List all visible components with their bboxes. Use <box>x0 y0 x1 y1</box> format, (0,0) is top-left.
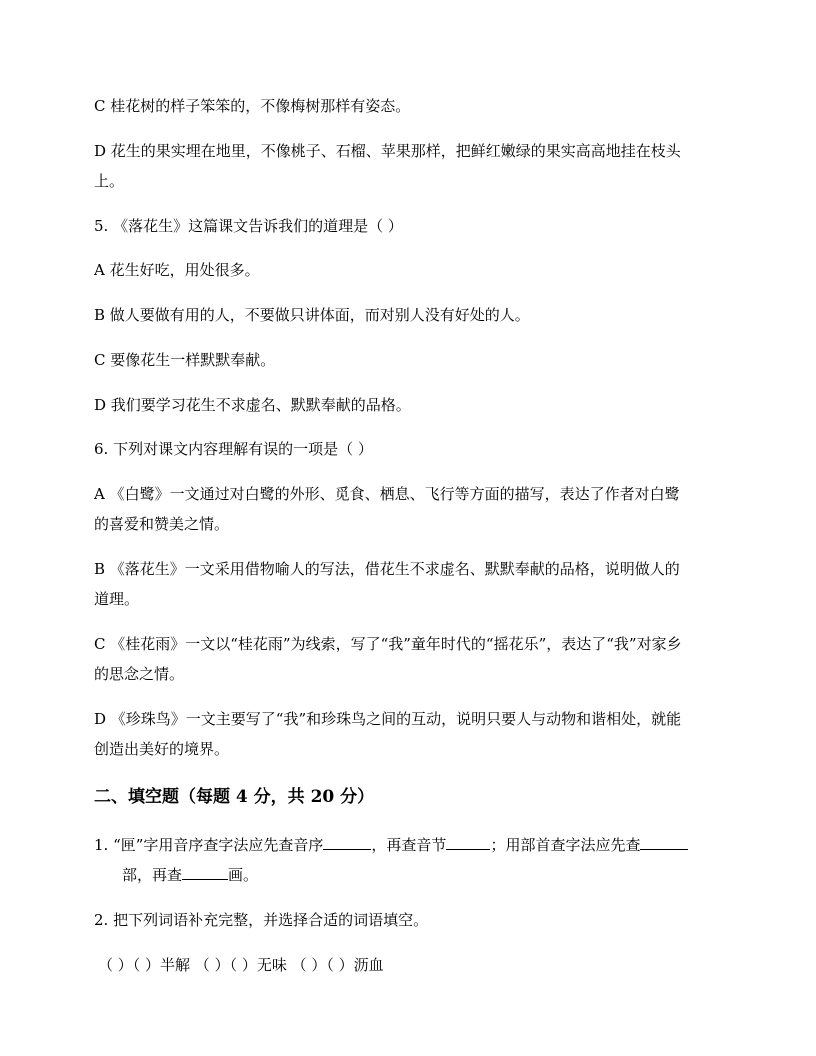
question6-option-a-line1: A 《白鹭》一文通过对白鹭的外形、觅食、栖息、飞行等方面的描写，表达了作者对白鹭 <box>94 485 680 503</box>
fill-question1-line2 <box>122 865 752 885</box>
question6-option-c-line2: 的思念之情。 <box>94 665 185 683</box>
question6-option-d-line2: 创造出美好的境界。 <box>94 740 230 758</box>
question6-option-c-line1: C 《桂花雨》一文以“桂花雨”为线索，写了“我”童年时代的“摇花乐”，表达了“我”对家乡 <box>94 635 682 653</box>
answer-blank-strokes <box>182 865 228 880</box>
question6-option-a-line2: 的喜爱和赞美之情。 <box>94 515 230 533</box>
question4-option-c: C 桂花树的样子笨笨的，不像梅树那样有姿态。 <box>94 97 411 115</box>
fill-question2-idioms: （ ）（ ）半解 （ ）（ ）无味 （ ）（ ）沥血 <box>98 956 384 974</box>
question4-option-d-line1: D 花生的果实埋在地里，不像桃子、石榴、苹果那样，把鲜红嫩绿的果实高高地挂在枝头 <box>94 142 681 160</box>
question5-option-d: D 我们要学习花生不求虚名、默默奉献的品格。 <box>94 396 411 414</box>
answer-blank-initial <box>323 835 371 850</box>
question5-prompt: 5. 《落花生》这篇课文告诉我们的道理是（ ） <box>94 217 403 235</box>
question6-option-d-line1: D 《珍珠鸟》一文主要写了“我”和珍珠鸟之间的互动，说明只要人与动物和谐相处，就能 <box>94 710 682 728</box>
section-heading <box>94 786 374 808</box>
answer-blank-radical <box>640 835 688 850</box>
question6-option-b-line2: 道理。 <box>94 590 140 608</box>
fill-q1-text-4: 部，再查 <box>122 866 183 884</box>
section-score-note: （每题 4 分，共 20 分） <box>179 787 375 807</box>
question6-prompt: 6. 下列对课文内容理解有误的一项是（ ） <box>94 440 373 458</box>
question6-option-b-line1: B 《落花生》一文采用借物喻人的写法，借花生不求虚名、默默奉献的品格，说明做人的 <box>94 560 680 578</box>
fill-q1-text-1: 1. “匣”字用音序查字法应先查音序 <box>94 836 324 854</box>
question5-option-a: A 花生好吃，用处很多。 <box>94 261 260 279</box>
fill-question2-prompt: 2. 把下列词语补充完整，并选择合适的词语填空。 <box>94 911 429 929</box>
section-title: 二、填空题 <box>94 787 179 807</box>
question5-option-c: C 要像花生一样默默奉献。 <box>94 351 276 369</box>
question5-option-b: B 做人要做有用的人，不要做只讲体面，而对别人没有好处的人。 <box>94 306 530 324</box>
fill-question1-line1 <box>94 835 724 855</box>
fill-q1-text-3: ；用部首查字法应先查 <box>490 836 641 854</box>
answer-blank-syllable <box>446 835 490 850</box>
question4-option-d-line2: 上。 <box>94 172 125 190</box>
fill-q1-text-5: 画。 <box>228 866 259 884</box>
fill-q1-text-2: ，再查音节 <box>371 836 447 854</box>
